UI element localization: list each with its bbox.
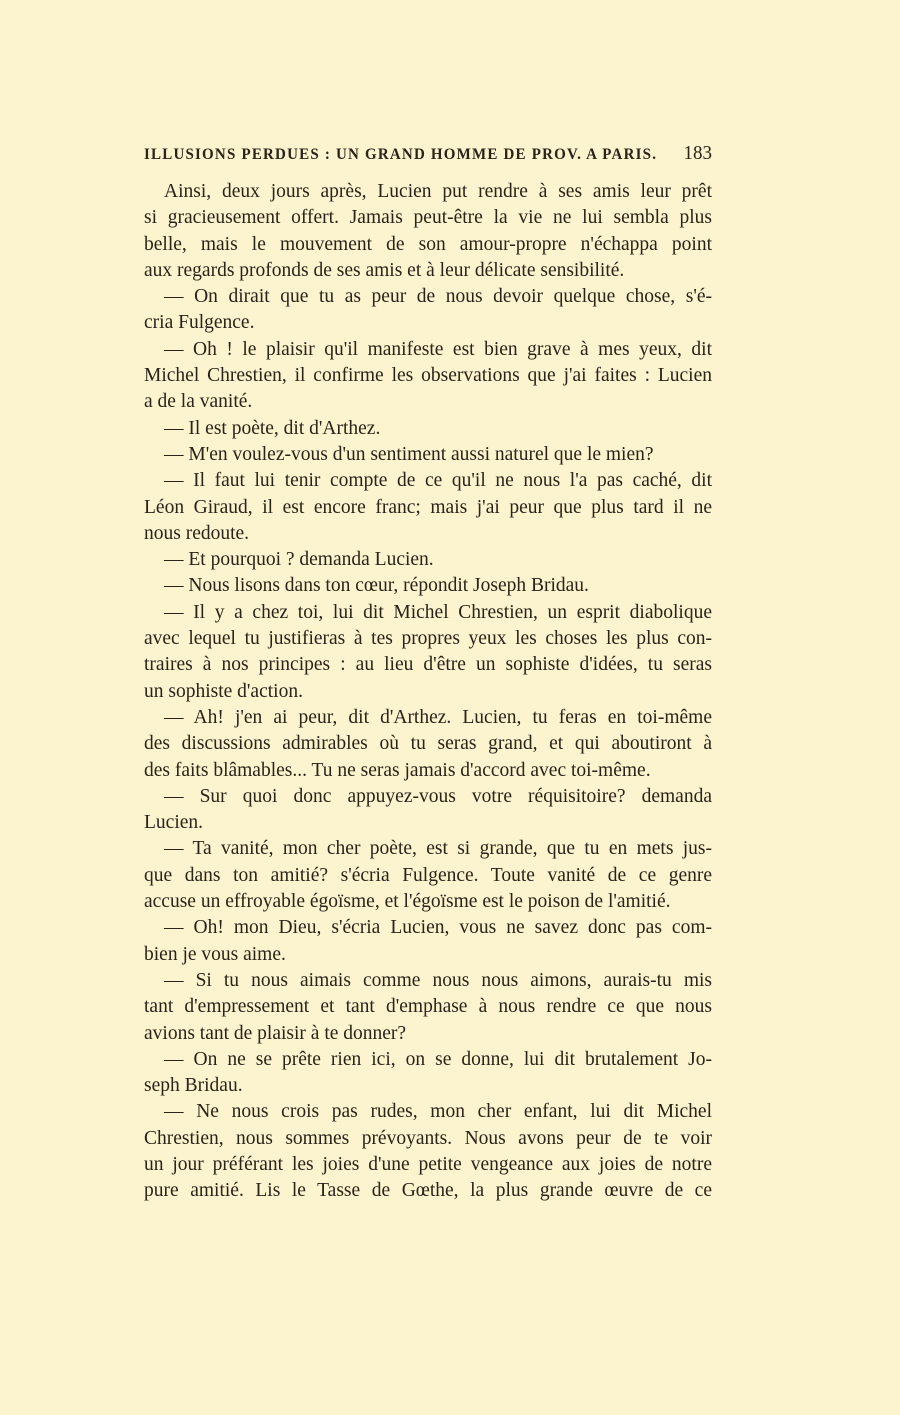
paragraph: [144, 968, 712, 1047]
running-header: [144, 142, 712, 174]
text-line: — Oh! mon Dieu, s'écria Lucien, vous ne savez donc pas com-: [164, 917, 712, 939]
text-line: — Sur quoi donc appuyez-vous votre réquisitoire? demanda: [164, 785, 712, 807]
paragraph: [144, 784, 712, 837]
text-line: des faits blâmables... Tu ne seras jamais d'accord avec toi-même.: [144, 759, 651, 781]
paragraph: [144, 337, 712, 416]
paragraph: [144, 179, 712, 284]
text-line: Chrestien, nous sommes prévoyants. Nous avons peur de te voir: [144, 1127, 712, 1149]
text-line: cria Fulgence.: [144, 312, 255, 334]
paragraph: [144, 1047, 712, 1100]
text-line: Ainsi, deux jours après, Lucien put rendre à ses amis leur prêt: [164, 181, 712, 202]
text-line: que dans ton amitié? s'écria Fulgence. Toute vanité de ce genre: [144, 864, 712, 886]
text-line: Lucien.: [144, 812, 204, 834]
text-line: accuse un effroyable égoïsme, et l'égoïsme est le poison de l'amitié.: [144, 891, 671, 913]
text-line: — Nous lisons dans ton cœur, répondit Joseph Bridau.: [164, 575, 589, 597]
text-line: — Ne nous crois pas rudes, mon cher enfant, lui dit Michel: [164, 1101, 712, 1123]
text-line: pure amitié. Lis le Tasse de Gœthe, la plus grande œuvre de ce: [144, 1180, 712, 1202]
text-line: — Il faut lui tenir compte de ce qu'il ne nous l'a pas caché, dit: [164, 470, 712, 492]
text-line: nous redoute.: [144, 522, 250, 544]
page-body-text: [144, 179, 712, 1205]
text-line: seph Bridau.: [144, 1075, 243, 1097]
paragraph: [144, 573, 712, 599]
paragraph: [144, 1099, 712, 1204]
text-line: a de la vanité.: [144, 391, 253, 413]
text-line: aux regards profonds de ses amis et à leur délicate sensibilité.: [144, 259, 625, 281]
paragraph: [144, 442, 712, 468]
paragraph: [144, 600, 712, 705]
text-line: si gracieusement offert. Jamais peut-être la vie ne lui sembla plus: [144, 207, 712, 229]
text-line: — On ne se prête rien ici, on se donne, lui dit brutalement Jo-: [164, 1048, 712, 1070]
text-line: Michel Chrestien, il confirme les observations que j'ai faites : Lucien: [144, 365, 712, 387]
running-title: ILLUSIONS PERDUES : UN GRAND HOMME DE PROV. A PARIS.: [144, 146, 658, 164]
text-line: — Ta vanité, mon cher poète, est si grande, que tu en mets jus-: [164, 838, 712, 860]
paragraph: [144, 836, 712, 915]
text-line: — Oh ! le plaisir qu'il manifeste est bien grave à mes yeux, dit: [164, 338, 712, 360]
paragraph: [144, 416, 712, 442]
text-line: — On dirait que tu as peur de nous devoir quelque chose, s'é-: [164, 286, 712, 308]
text-line: avions tant de plaisir à te donner?: [144, 1022, 407, 1044]
text-line: — Il est poète, dit d'Arthez.: [164, 417, 381, 439]
text-line: belle, mais le mouvement de son amour-propre n'échappa point: [144, 233, 712, 255]
text-line: — Et pourquoi ? demanda Lucien.: [164, 549, 434, 571]
text-line: bien je vous aime.: [144, 943, 286, 965]
book-page: [144, 143, 712, 1205]
text-line: — Si tu nous aimais comme nous nous aimons, aurais-tu mis: [164, 969, 712, 991]
text-line: un sophiste d'action.: [144, 680, 303, 702]
text-line: des discussions admirables où tu seras grand, et qui aboutiront à: [144, 733, 712, 755]
paragraph: [144, 547, 712, 573]
paragraph: [144, 284, 712, 337]
paragraph: [144, 915, 712, 968]
text-line: — Ah! j'en ai peur, dit d'Arthez. Lucien, tu feras en toi-même: [164, 706, 712, 728]
page-number: 183: [683, 142, 712, 165]
text-line: un jour préférant les joies d'une petite vengeance aux joies de notre: [144, 1153, 712, 1175]
paragraph: [144, 468, 712, 547]
paragraph: [144, 705, 712, 784]
text-line: traires à nos principes : au lieu d'être un sophiste d'idées, tu seras: [144, 654, 712, 676]
text-line: — M'en voulez-vous d'un sentiment aussi naturel que le mien?: [164, 443, 654, 465]
text-line: tant d'empressement et tant d'emphase à nous rendre ce que nous: [144, 996, 712, 1018]
text-line: — Il y a chez toi, lui dit Michel Chrestien, un esprit diabolique: [164, 601, 712, 623]
text-line: avec lequel tu justifieras à tes propres yeux les choses les plus con-: [144, 628, 712, 650]
text-line: Léon Giraud, il est encore franc; mais j'ai peur que plus tard il ne: [144, 496, 712, 518]
